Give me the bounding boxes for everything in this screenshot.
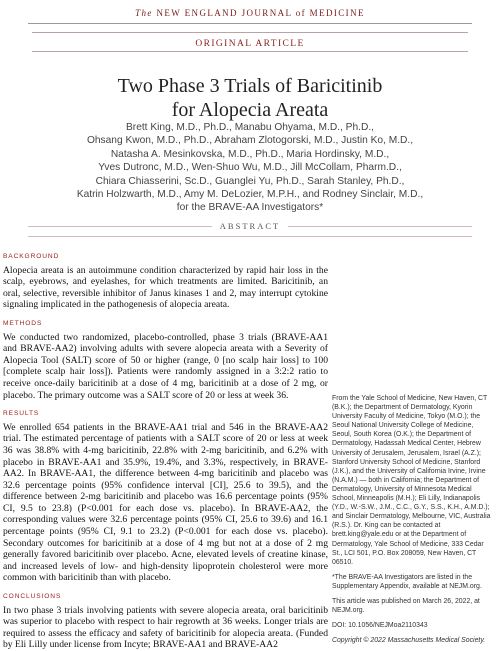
title-line: Two Phase 3 Trials of Baricitinib [117, 75, 383, 97]
investigators-note: *The BRAVE-AA Investigators are listed in the Supplementary Appendix, available at NEJM.org. [332, 573, 482, 590]
abstract-divider-bottom [28, 236, 472, 237]
background-text: Alopecia areata is an autoimmune condition characterized by rapid hair loss in the scalp, eyebrows, and eyelashes, for which treatments are limited. Baricitinib, an oral, selective, reversible inhibitor of Janus kinases 1 and 2, may interrupt cytokine signaling implicated in the pathogenesis of alopecia areata. [3, 264, 328, 311]
article-type-label: ORIGINAL ARTICLE [195, 39, 305, 49]
methods-text: We conducted two randomized, placebo-controlled, phase 3 trials (BRAVE-AA1 and BRAVE-AA2) involving adults with severe alopecia areata with a Severity of Alopecia Tool (SALT) score of 50 or higher (range, 0 [no scalp hair loss] to 100 [complete scalp hair loss]). Patients were randomly assigned in a 3:2:2 ratio to receive once-daily baricitinib at a dose of 4 mg, baricitinib at a dose of 2 mg, or placebo. The primary outcome was a SALT score of 20 or less at week 36. [3, 331, 328, 401]
title-line: for Alopecia Areata [171, 99, 329, 121]
abstract-heading-text: ABSTRACT [212, 221, 288, 231]
methods-heading: METHODS [3, 319, 43, 327]
abstract-body [3, 244, 328, 651]
conclusions-text: In two phase 3 trials involving patients with severe alopecia areata, oral baricitinib was superior to placebo with respect to hair regrowth at 36 weeks. Longer trials are required to assess the efficacy and safety of baricitinib for alopecia areata. (Funded by Eli Lilly under license from Incyte; BRAVE-AA1 and BRAVE-AA2 [3, 604, 328, 651]
doi-link[interactable]: DOI: 10.1056/NEJMoa2110343 [332, 622, 428, 630]
author-line: Natasha A. Mesinkovska, M.D., Ph.D., Maria Hordinsky, M.D., [110, 148, 390, 160]
conclusions-heading: CONCLUSIONS [3, 593, 62, 601]
copyright-note: Copyright © 2022 Massachusetts Medical Society. [332, 637, 486, 645]
abstract-heading [0, 221, 500, 231]
author-line: Chiara Chiasserini, Sc.D., Guanglei Yu, Ph.D., Sarah Stanley, Ph.D., [95, 175, 405, 187]
author-list [20, 121, 480, 215]
article-sidebar [332, 394, 494, 651]
journal-name: NEW ENGLAND JOURNAL of MEDICINE [156, 8, 365, 18]
publication-note: This article was published on March 26, 2022, at NEJM.org. [332, 597, 480, 615]
masthead-rule [28, 23, 472, 24]
author-line: Brett King, M.D., Ph.D., Manabu Ohyama, M.D., Ph.D., [126, 122, 374, 133]
author-line: Katrin Holzwarth, M.D., Amy M. DeLozier, M.P.H., and Rodney Sinclair, M.D., [76, 189, 424, 201]
author-line: Ohsang Kwon, M.D., Ph.D., Abraham Zlotogorski, M.D., Justin Ko, M.D., [86, 135, 414, 147]
affiliations-note: From the Yale School of Medicine, New Haven, CT (B.K.); the Department of Dermatology, Kyorin University Faculty of Medicine, Tokyo (M.O.); the Seoul National University College of Medicine, Seoul, South Korea (O.K.); the Department of Dermatology, Hadassah Medical Center, Hebrew University of Jerusalem, Jerusalem, Israel (A.Z.); Stanford University School of Medicine, Stanford (J.K.), and the University of California Irvine, Irvine (N.A.M.) — both in California; the Department of Dermatology, University of Minnesota Medical School, Minneapolis (M.H.); Eli Lilly, Indianapolis (Y.D., W.-S.W., J.M., C.C., G.Y., S.S., K.H., A.M.D.); and Sinclair Dermatology, Melbourne, VIC, Australia (R.S.). Dr. King can be contacted at brett.king@yale.edu or at the Department of Dermatology, Yale School of Medicine, 333 Cedar St., LCI 501, P.O. Box 208059, New Haven, CT 06510. [332, 395, 491, 566]
author-line: Yves Dutronc, M.D., Wen-Shuo Wu, M.D., Jill McCollam, Pharm.D., [98, 162, 402, 174]
author-line: for the BRAVE-AA Investigators* [176, 202, 324, 214]
journal-prefix: The [135, 8, 153, 18]
journal-masthead [0, 8, 500, 18]
results-heading: RESULTS [3, 410, 40, 418]
results-text: We enrolled 654 patients in the BRAVE-AA1 trial and 546 in the BRAVE-AA2 trial. The estimated percentage of patients with a SALT score of 20 or less at week 36 was 38.8% with 4-mg baricitinib, 22.8% with 2-mg baricitinib, and 6.2% with placebo in BRAVE-AA1 and 35.9%, 19.4%, and 3.3%, respectively, in BRAVE-AA2. In BRAVE-AA1, the difference between 4-mg baricitinib and placebo was 32.6 percentage points (95% confidence interval [CI], 25.6 to 39.5), and the difference between 2-mg baricitinib and placebo was 16.6 percentage points (95% CI, 9.5 to 23.8) (P<0.001 for each dose vs. placebo). In BRAVE-AA2, the corresponding values were 32.6 percentage points (95% CI, 25.6 to 39.6) and 16.1 percentage points (95% CI, 9.1 to 23.2) (P<0.001 for each dose vs. placebo). Secondary outcomes for baricitinib at a dose of 4 mg but not at a dose of 2 mg generally favored baricitinib over placebo. Acne, elevated levels of creatine kinase, and increased levels of low- and high-density lipoprotein cholesterol were more common with baricitinib than with placebo. [3, 421, 328, 584]
article-title [40, 74, 460, 122]
background-heading: BACKGROUND [3, 253, 60, 260]
